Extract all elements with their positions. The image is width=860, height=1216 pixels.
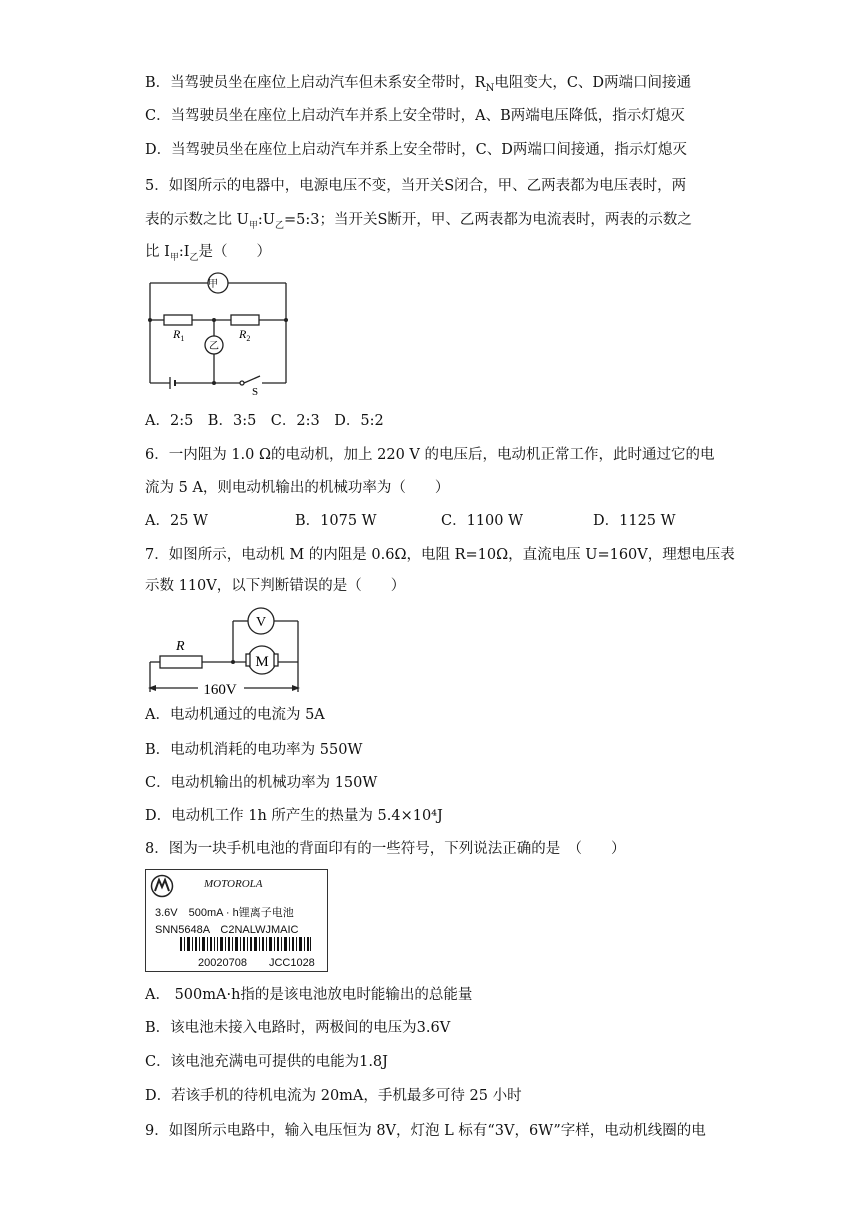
q7-circuit-diagram	[140, 600, 310, 700]
battery-brand: MOTOROLA	[204, 878, 263, 890]
q5-stem-line2	[145, 210, 692, 236]
q6-options	[145, 511, 705, 531]
voltage-label: 160V	[203, 682, 237, 698]
q5-stem-line1: 5．如图所示的电器中，电源电压不变，当开关S闭合，甲、乙两表都为电压表时，两	[145, 178, 687, 194]
subscript: N	[485, 82, 495, 94]
battery-line1: 3.6V 500mA · h锂离子电池	[155, 907, 294, 919]
q7-option-a: A．电动机通过的电流为 5A	[145, 707, 325, 723]
q7-stem-line2: 示数 110V，以下判断错误的是（ ）	[145, 578, 406, 594]
q5-options: A．2:5 B．3:5 C．2:3 D．5:2	[145, 413, 384, 429]
subscript: 甲	[248, 220, 258, 231]
r2-resistor	[231, 315, 259, 325]
battery-line2: SNN5648A C2NALWJMAIC	[155, 924, 299, 936]
option-text: B．当驾驶员坐在座位上启动汽车但未系安全带时，R	[145, 75, 486, 91]
option-b-line	[145, 73, 691, 99]
q5-text: 是（ ）	[198, 244, 271, 260]
switch-label: S	[252, 386, 259, 396]
option-c-line: C．当驾驶员坐在座位上启动汽车并系上安全带时，A、B两端电压降低，指示灯熄灭	[145, 108, 685, 124]
q5-text: 表的示数之比 U	[145, 212, 249, 228]
q7-stem-line1: 7．如图所示，电动机 M 的内阻是 0.6Ω，电阻 R=10Ω，直流电压 U=160V，理想电压表	[145, 547, 735, 563]
q8-option-a: A． 500mA·h指的是该电池放电时能输出的总能量	[145, 987, 473, 1003]
motor-label: M	[255, 654, 269, 670]
r2-label: $R_2$	[239, 327, 251, 343]
q5-circuit-diagram	[140, 266, 300, 396]
motorola-logo-icon	[150, 874, 174, 898]
q8-option-c: C．该电池充满电可提供的电能为1.8J	[145, 1054, 388, 1070]
battery-line3: 20020708 JCC1028	[198, 957, 315, 969]
subscript: 甲	[169, 252, 179, 263]
subscript: 乙	[189, 252, 199, 263]
meter-yi-label: 乙	[209, 341, 219, 352]
q5-text: 比 I	[145, 244, 170, 260]
subscript: 乙	[274, 220, 284, 231]
q5-text: :U	[257, 212, 275, 228]
q7-option-b: B．电动机消耗的电功率为 550W	[145, 742, 363, 758]
q6-option-a: A．25 W	[145, 513, 208, 529]
q6-stem-line2: 流为 5 A，则电动机输出的机械功率为（ ）	[145, 480, 450, 496]
q7-option-c: C．电动机输出的机械功率为 150W	[145, 775, 378, 791]
q8-option-d: D．若该手机的待机电流为 20mA，手机最多可待 25 小时	[145, 1088, 522, 1104]
voltmeter-label: V	[255, 615, 267, 630]
q6-option-c: C．1100 W	[441, 513, 524, 529]
option-text-rest: 电阻变大，C、D两端口间接通	[494, 75, 692, 91]
q5-text: =5:3；当开关S断开，甲、乙两表都为电流表时，两表的示数之	[283, 212, 692, 228]
r1-label: $R_1$	[173, 327, 185, 343]
q6-stem-line1: 6．一内阻为 1.0 Ω的电动机，加上 220 V 的电压后，电动机正常工作，此时通过它的电	[145, 447, 715, 463]
q5-stem-line3	[145, 242, 271, 268]
r1-resistor	[164, 315, 192, 325]
resistor-label: R	[176, 639, 185, 654]
resistor-r	[160, 656, 202, 668]
q8-stem: 8．图为一块手机电池的背面印有的一些符号，下列说法正确的是 （ ）	[145, 841, 626, 857]
barcode-icon	[180, 937, 312, 951]
battery-label-figure	[145, 869, 328, 972]
q6-option-d: D．1125 W	[593, 513, 676, 529]
meter-jia-label: 甲	[208, 279, 218, 290]
q5-text: :I	[178, 244, 190, 260]
q8-option-b: B．该电池未接入电路时，两极间的电压为3.6V	[145, 1020, 451, 1036]
q9-stem: 9．如图所示电路中，输入电压恒为 8V，灯泡 L 标有“3V，6W”字样，电动机线圈的电	[145, 1123, 706, 1139]
option-d-line: D．当驾驶员坐在座位上启动汽车并系上安全带时，C、D两端口间接通，指示灯熄灭	[145, 142, 687, 158]
q6-option-b: B．1075 W	[295, 513, 377, 529]
q7-option-d: D．电动机工作 1h 所产生的热量为 5.4×10⁴J	[145, 808, 443, 824]
